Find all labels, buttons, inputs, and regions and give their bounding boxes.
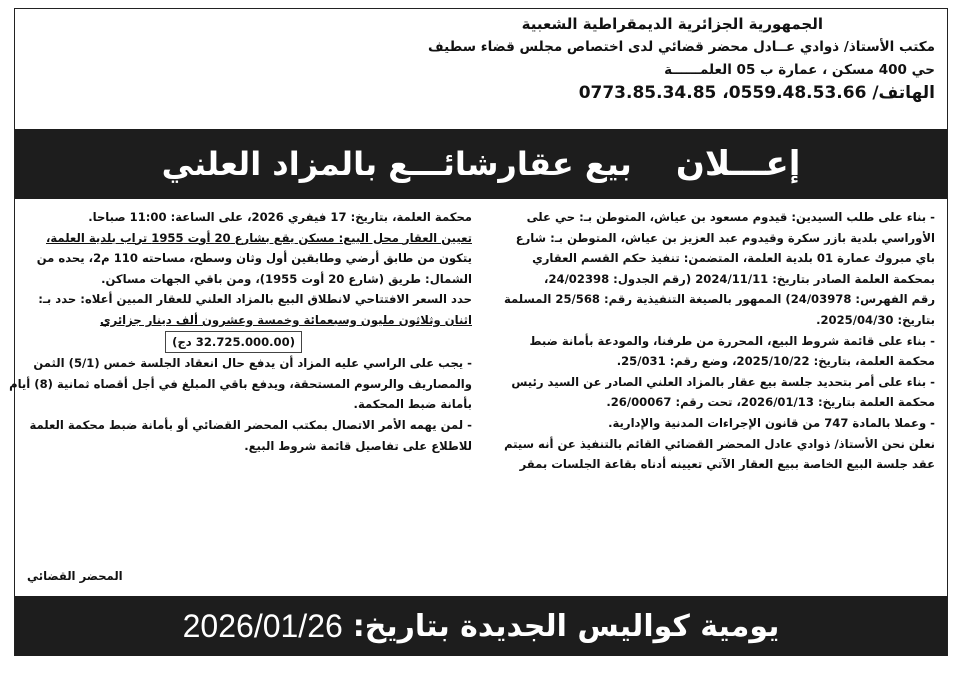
right-line: نعلن نحن الأستاذ/ ذوادي عادل المحضر القضائي القائم بالتنفيذ عن أنه سيتم <box>504 436 935 451</box>
left-line: يتكون من طابق أرضي وطابقين أول وثان وسطح، مساحته 110 م2، يحده من <box>36 251 472 266</box>
banner-word-announcement: إعـــلان <box>675 144 801 184</box>
right-line: بتاريخ: 2025/04/30. <box>816 312 935 327</box>
left-line: بأمانة ضبط المحكمة. <box>353 397 472 412</box>
announcement-banner <box>15 129 947 199</box>
right-line: - بناء على قائمة شروط البيع، المحررة من طرفنا، والمودعة بأمانة ضبط <box>529 333 935 348</box>
republic-title: الجمهورية الجزائرية الديمقراطية الشعبية <box>521 15 823 33</box>
right-line: عقد جلسة البيع الخاصة ببيع العقار الآتي تعيينه أدناه بقاعة الجلسات بمقر <box>519 457 935 472</box>
right-line: - وعملا بالمادة 747 من قانون الإجراءات المدنية والإدارية. <box>608 415 935 430</box>
office-phone <box>135 82 935 105</box>
left-line: محكمة العلمة، بتاريخ: 17 فيفري 2026، على الساعة: 11:00 صباحا. <box>88 210 472 224</box>
office-address: حي 400 مسكن ، عمارة ب 05 العلمــــــة <box>664 62 935 78</box>
right-line: الأوراسي بلدية بازر سكرة وقيدوم عبد العزيز بن عياش، المتوطن بـ: شارع <box>515 230 935 245</box>
right-line: محكمة العلمة، بتاريخ: 2025/10/22، وضع رقم: 25/031. <box>616 354 935 369</box>
signature: المحضر القضائي <box>27 569 123 583</box>
office-name: مكتب الأستاذ/ ذوادي عــادل محضر قضائي لدى اختصاص مجلس قضاء سطيف <box>428 39 935 55</box>
banner-sale-title: بيع عقارشائـــع بالمزاد العلني <box>161 145 632 183</box>
left-line: - يجب على الراسي عليه المزاد أن يدفع حال انعقاد الجلسة خمس (5/1) الثمن <box>33 356 472 371</box>
office-header <box>135 13 935 105</box>
amount-words: اثنان وثلاثون مليون وسبعمائة وخمسة وعشرون ألف دينار جزائري <box>99 312 472 327</box>
right-line: - بناء على طلب السيدين: قيدوم مسعود بن عياش، المتوطن بـ: حي على <box>526 210 935 224</box>
amount-figure: (32.725.000.00 دج) <box>165 331 302 354</box>
right-line: محكمة العلمة بتاريخ: 2026/01/13، تحت رقم: 26/00067. <box>606 395 935 410</box>
left-line: الشمال: طريق (شارع 20 أوت 1955)، ومن باقي الجهات مساكن. <box>101 271 472 286</box>
right-line: - بناء على أمر بتحديد جلسة بيع عقار بالمزاد العلني الصادر عن السيد رئيس <box>511 374 935 389</box>
publication-date: 2026/01/26 <box>182 607 343 644</box>
right-column <box>503 207 935 475</box>
publication-footer <box>15 596 947 656</box>
newspaper-title: يومية كواليس الجديدة بتاريخ: <box>352 608 780 644</box>
amount-box-row <box>27 331 472 354</box>
left-line: - لمن يهمه الأمر الاتصال بمكتب المحضر القضائي أو بأمانة ضبط محكمة العلمة <box>29 417 472 432</box>
left-column <box>9 207 472 456</box>
left-line: تعيين العقار محل البيع: مسكن يقع بشارع 20 أوت 1955 تراب بلدية العلمة، <box>45 230 472 245</box>
left-line: حدد السعر الافتتاحي لانطلاق البيع بالمزاد العلني للعقار المبين أعلاه: حدد بـ: <box>38 292 472 307</box>
right-line: رقم الفهرس: 24/03978) الممهور بالصيغة التنفيذية رقم: 25/568 المسلمة <box>503 292 935 307</box>
announcement-frame <box>9 8 948 656</box>
right-line: باي مبروك عمارة 01 بلدية العلمة، المتضمن: تنفيذ حكم القسم العقاري <box>532 251 935 266</box>
right-line: بمحكمة العلمة الصادر بتاريخ: 2024/11/11 (رقم الجدول: 24/02398، <box>544 271 935 286</box>
phone-label: الهاتف/ <box>872 83 935 103</box>
left-line: والمصاريف والرسوم المستحقة، ويدفع باقي المبلغ في أجل أقصاه ثمانية (8) أيام <box>9 376 472 391</box>
left-line: للاطلاع على تفاصيل قائمة شروط البيع. <box>244 438 472 453</box>
phone-numbers: 0559.48.53.66، 0773.85.34.85 <box>578 83 867 103</box>
